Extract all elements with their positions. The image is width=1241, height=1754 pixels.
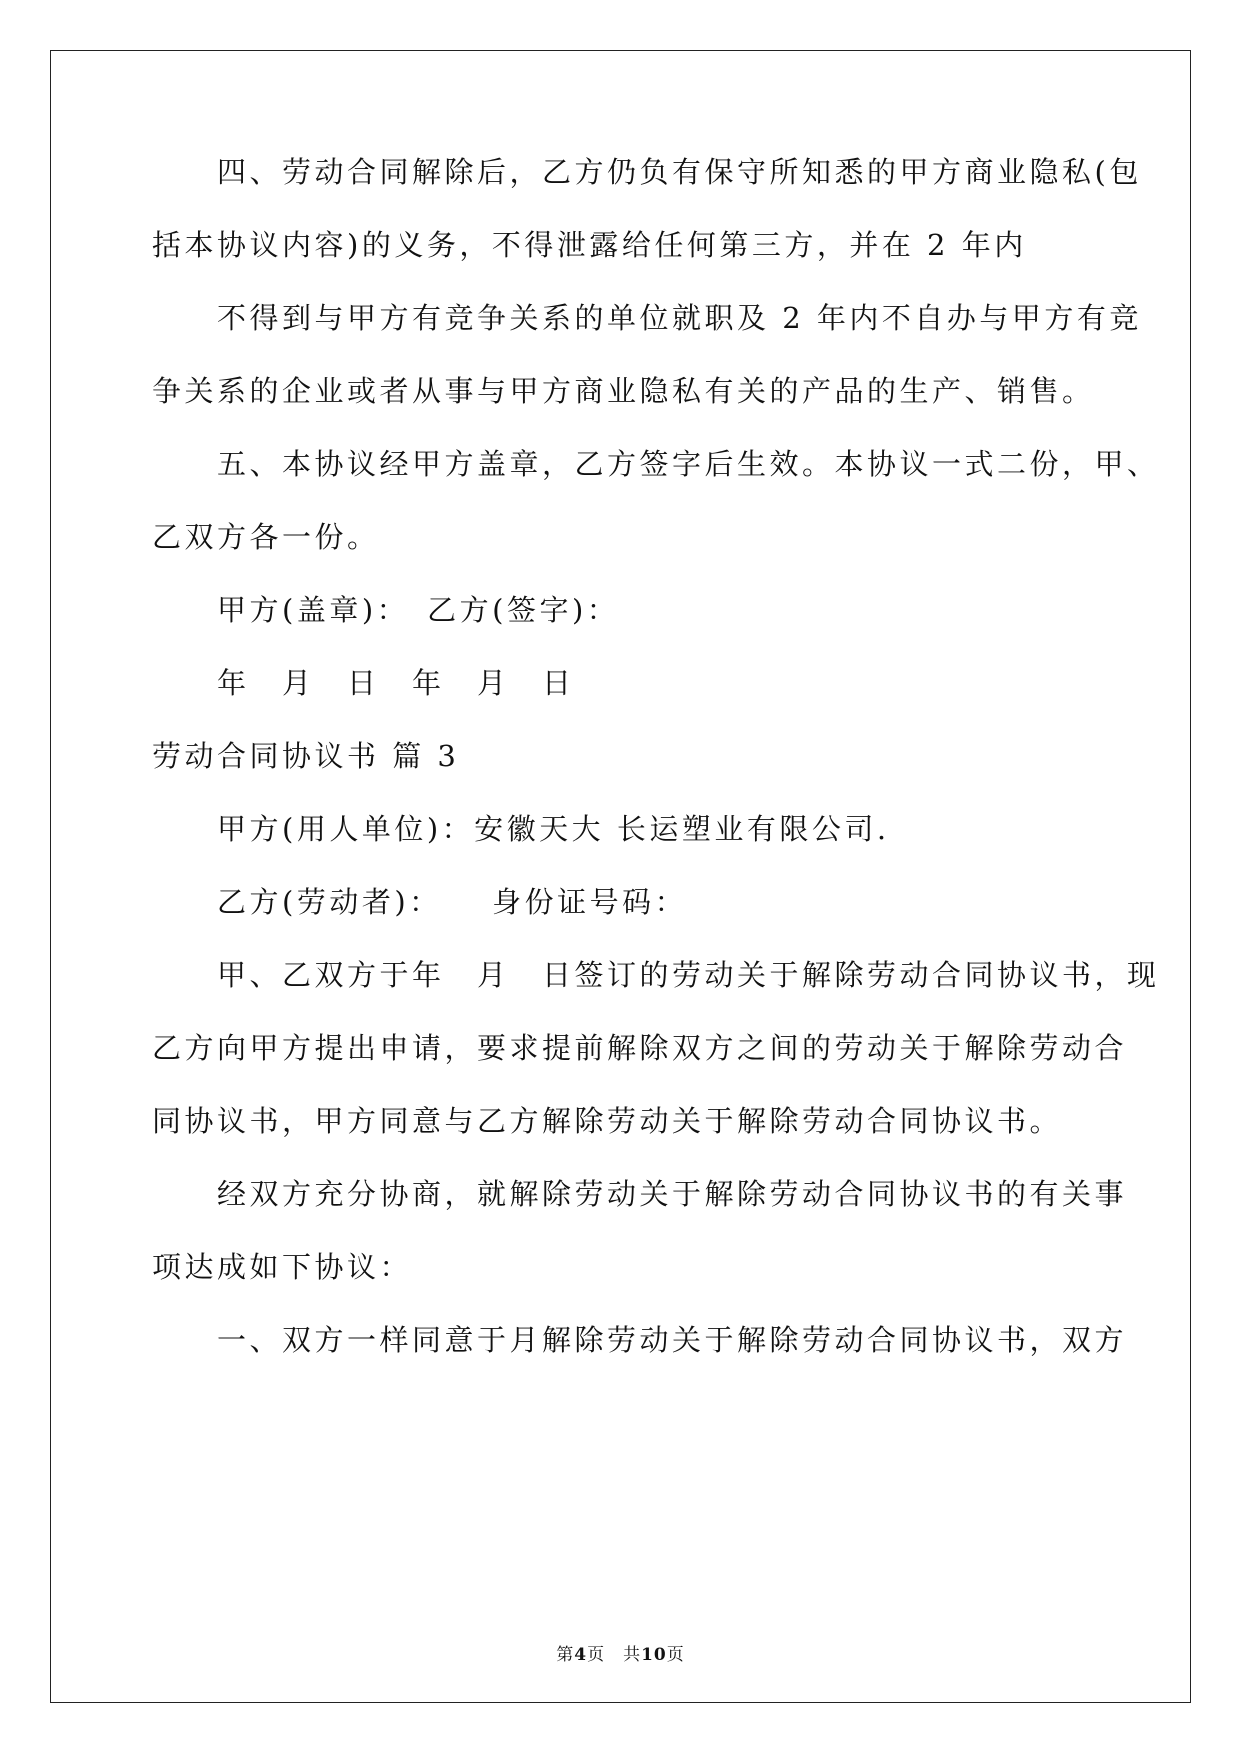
paragraph-line: 一、双方一样同意于月解除劳动关于解除劳动合同协议书，双方 — [217, 1323, 1128, 1357]
section-heading: 劳动合同协议书 篇 3 — [152, 739, 460, 773]
paragraph-line: 经双方充分协商，就解除劳动关于解除劳动合同协议书的有关事 — [217, 1177, 1128, 1211]
paragraph-line: 争关系的企业或者从事与甲方商业隐私有关的产品的生产、销售。 — [152, 374, 1095, 408]
paragraph-line: 乙双方各一份。 — [152, 520, 380, 554]
paragraph-line: 乙方向甲方提出申请，要求提前解除双方之间的劳动关于解除劳动合 — [152, 1031, 1128, 1065]
footer-prefix: 第 — [556, 1645, 575, 1665]
page-border — [50, 50, 1191, 1703]
signature-line: 甲方(盖章)： 乙方(签字)： — [217, 593, 620, 627]
paragraph-line: 甲、乙双方于年 月 日签订的劳动关于解除劳动合同协议书，现 — [217, 958, 1160, 992]
page-total: 10 — [641, 1645, 667, 1665]
page-footer — [0, 1640, 1241, 1665]
paragraph-line: 不得到与甲方有竞争关系的单位就职及 2 年内不自办与甲方有竞 — [217, 301, 1142, 335]
date-line: 年 月 日 年 月 日 — [217, 666, 575, 700]
paragraph-line: 括本协议内容)的义务，不得泄露给任何第三方，并在 2 年内 — [152, 228, 1027, 262]
paragraph-line: 五、本协议经甲方盖章，乙方签字后生效。本协议一式二份，甲、 — [217, 447, 1160, 481]
party-a-line: 甲方(用人单位)：安徽天大 长运塑业有限公司. — [217, 812, 890, 846]
footer-middle: 页 共 — [587, 1645, 642, 1665]
footer-suffix: 页 — [666, 1645, 685, 1665]
paragraph-line: 四、劳动合同解除后，乙方仍负有保守所知悉的甲方商业隐私(包 — [217, 155, 1142, 189]
paragraph-line: 同协议书，甲方同意与乙方解除劳动关于解除劳动合同协议书。 — [152, 1104, 1063, 1138]
page-number: 4 — [574, 1645, 588, 1665]
paragraph-line: 项达成如下协议： — [152, 1250, 413, 1284]
party-b-line: 乙方(劳动者)： 身份证号码： — [217, 885, 688, 919]
